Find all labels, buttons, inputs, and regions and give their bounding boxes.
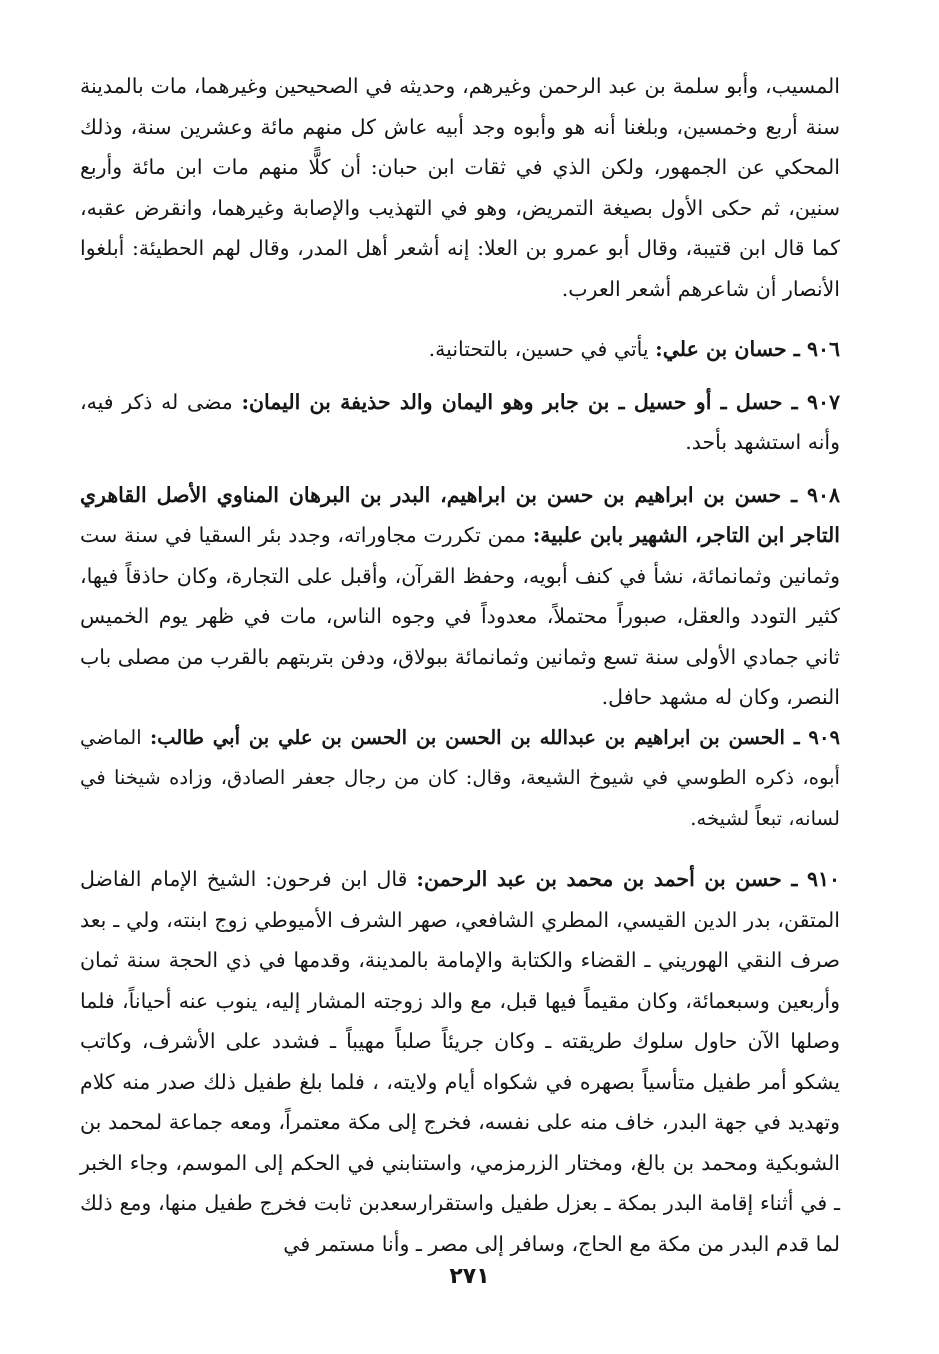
- entry-body: ممن تكررت مجاوراته، وجدد بئر السقيا في سنة ست وثمانين وثمانمائة، نشأ في كنف أبويه، وحفظ القرآن، وأقبل على التجارة، وكان حاذقاً فيها، كثير التودد والعقل، صبوراً محتملاً، معدوداً في وجوه الناس، مات في ظهر يوم الخميس ثاني جمادي الأولى سنة تسع وثمانين وثمانمائة ببولاق، ودفن بتربتهم بالقرب من مصلى باب النصر، وكان له مشهد حافل.: [80, 523, 840, 709]
- entry-heading: ٩٠٧ ـ حسل ـ أو حسيل ـ بن جابر وهو اليمان والد حذيفة بن اليمان:: [241, 389, 840, 414]
- entry-909: [80, 718, 840, 840]
- entry-906: [80, 329, 840, 370]
- entry-heading: ٩١٠ ـ حسن بن أحمد بن محمد بن عبد الرحمن:: [416, 867, 840, 891]
- entry-body: يأتي في حسين، بالتحتانية.: [428, 337, 656, 361]
- entry-heading: ٩٠٩ ـ الحسن بن ابراهيم بن عبدالله بن الحسن بن الحسن بن علي بن أبي طالب:: [149, 725, 840, 749]
- entry-heading: ٩٠٨ ـ حسن بن ابراهيم بن حسن بن ابراهيم، البدر بن البرهان المناوي الأصل القاهري التاجر ابن التاجر، الشهير بابن علبية:: [80, 482, 840, 547]
- continuation-text: المسيب، وأبو سلمة بن عبد الرحمن وغيرهم، وحديثه في الصحيحين وغيرهما، مات بالمدينة سنة أربع وخمسين، وبلغنا أنه هو وأبوه وجد أبيه عاش كل منهم مائة وعشرين سنة، وذلك المحكي عن الجمهور، ولكن الذي في ثقات ابن حبان: أن كلًّا منهم مات ابن مائة وأربع سنين، ثم حكى الأول بصيغة التمريض، وهو في التهذيب والإصابة وغيرهما، وانقرض عقبه، كما قال ابن قتيبة، وقال أبو عمرو بن العلا: إنه أشعر أهل المدر، وقال لهم الحطيئة: أبلغوا الأنصار أن شاعرهم أشعر العرب.: [80, 74, 840, 301]
- entry-body: الماضي أبوه، ذكره الطوسي في شيوخ الشيعة، وقال: كان من رجال جعفر الصادق، وزاده شيخنا في لسانه، تبعاً لشيخه.: [80, 725, 840, 830]
- continuation-paragraph: [80, 66, 840, 309]
- page-text: [80, 66, 840, 1264]
- entry-909-wrapper: [80, 718, 840, 840]
- entry-heading: ٩٠٦ ـ حسان بن علي:: [655, 337, 840, 361]
- entry-body: قال ابن فرحون: الشيخ الإمام الفاضل المتقن، بدر الدين القيسي، المطري الشافعي، صهر الشرف الأميوطي زوج ابنته، ولي ـ بعد صرف النقي الهوريني ـ القضاء والكتابة والإمامة بالمدينة، وقدمها في ذي الحجة سنة ثمان وأربعين وسبعمائة، وكان مقيماً فيها قبل، مع والد زوجته المشار إليه، ينوب عنه أحياناً، فلما وصلها الآن حاول سلوك طريقته ـ وكان جريئاً صلباً مهيباً ـ فشدد على الأشرف، وكاتب يشكو أمر طفيل متأسياً بصهره في شكواه أيام ولايته، ، فلما بلغ طفيل ذلك صدر منه كلام وتهديد في جهة البدر، خاف منه على نفسه، فخرج إلى مكة معتمراً، ومعه جماعة لمحمد بن الشوبكية ومحمد بن بالغ، ومختار الزرمزمي، واستنابني في الحكم إلى الموسم، وجاء الخبر ـ في أثناء إقامة البدر بمكة ـ بعزل طفيل واستقرارسعدبن ثابت فخرج طفيل منها، ومع ذلك لما قدم البدر من مكة مع الحاج، وسافر إلى مصر ـ وأنا مستمر في: [80, 867, 840, 1256]
- page-number: ٢٧١: [449, 1264, 490, 1289]
- entry-907: [80, 382, 840, 463]
- entry-body: مضى له ذكر فيه، وأنه استشهد بأحد.: [80, 389, 840, 454]
- entry-910: [80, 859, 840, 1264]
- entry-908: [80, 475, 840, 718]
